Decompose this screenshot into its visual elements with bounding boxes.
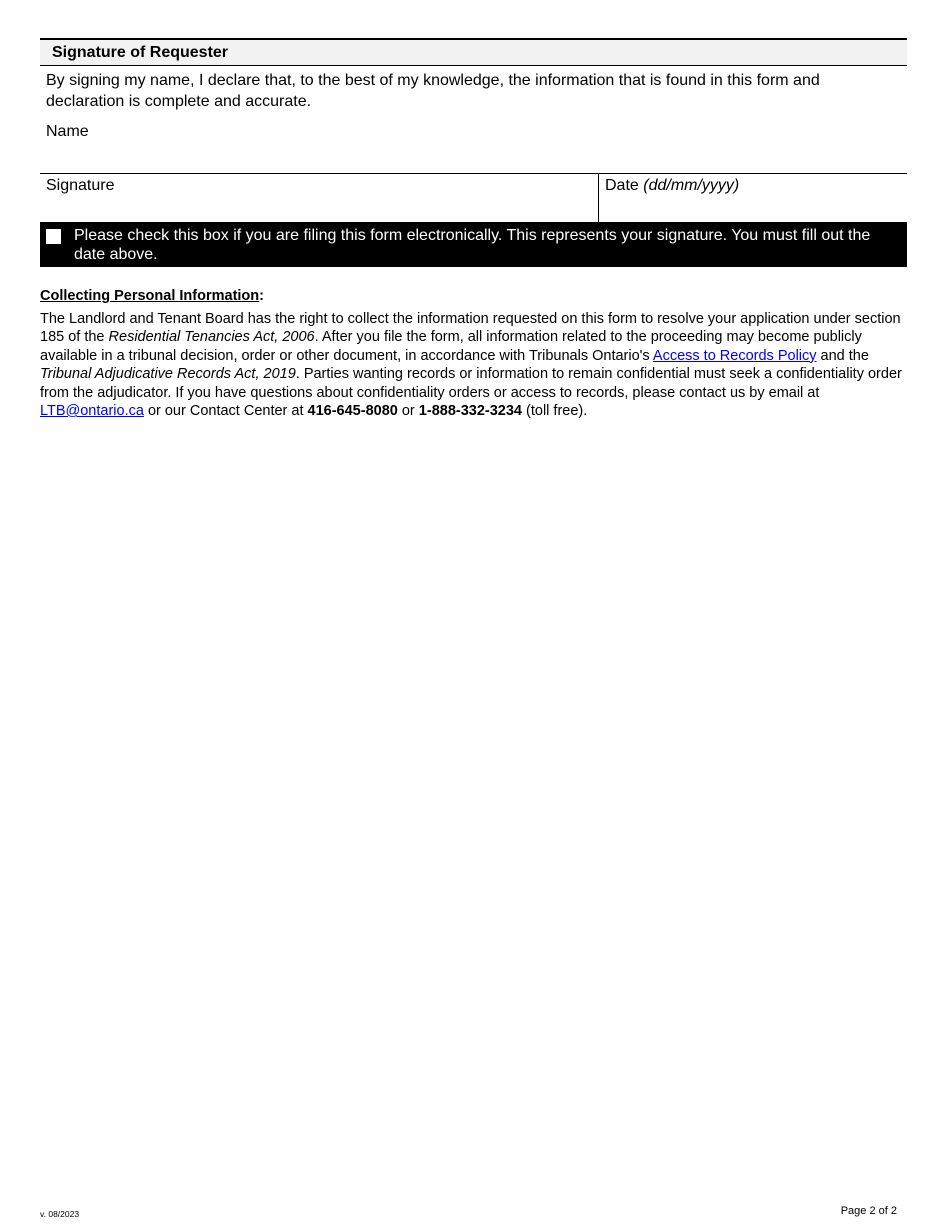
access-to-records-policy-link[interactable]: Access to Records Policy (652, 347, 817, 364)
phone-local: 416-645-8080 (307, 403, 398, 419)
body-text: (toll free). (522, 403, 588, 419)
electronic-filing-text: Please check this box if you are filing this form electronically. This represents your signature. You must fill out the date above. (74, 227, 871, 263)
signature-section (40, 38, 907, 267)
body-text: or (397, 403, 419, 419)
name-label: Name (46, 123, 89, 140)
personal-information-body (40, 310, 908, 421)
section-header: Signature of Requester (40, 38, 907, 66)
personal-information-title-colon: : (259, 288, 264, 304)
electronic-filing-checkbox[interactable] (46, 229, 61, 244)
signature-label: Signature (46, 177, 115, 194)
phone-toll-free: 1-888-332-3234 (418, 403, 522, 419)
personal-information-title-text: Collecting Personal Information (40, 288, 260, 304)
signature-date-row (40, 174, 907, 222)
act-name-rta: Residential Tenancies Act, 2006 (108, 329, 315, 345)
body-text: . Parties wanting records or information to remain confidential must seek a confidentiality order from the adjudicator. If you have questions about confidentiality orders or access to records, please contact us by email at (40, 366, 902, 401)
date-format-hint: (dd/mm/yyyy) (643, 177, 740, 194)
declaration-text: By signing my name, I declare that, to the best of my knowledge, the information that is found in this form and declaration is complete and accurate. (46, 72, 820, 110)
personal-information-notice (40, 287, 908, 421)
email-link[interactable]: LTB@ontario.ca (40, 403, 144, 419)
form-version: v. 08/2023 (40, 1209, 80, 1219)
page-number: Page 2 of 2 (840, 1205, 897, 1217)
personal-information-title (40, 287, 908, 306)
body-text: . After you file the form, all information related to the proceeding may become publicly available in a tribunal decision, order or other document, in accordance with Tribunals Ontario's (40, 329, 862, 364)
name-field[interactable] (40, 114, 907, 174)
body-text: and the (816, 347, 869, 364)
electronic-filing-bar (40, 222, 907, 267)
signature-field[interactable] (40, 174, 599, 222)
date-field[interactable] (599, 174, 907, 222)
body-text: or our Contact Center at (143, 403, 308, 419)
act-name-tara: Tribunal Adjudicative Records Act, 2019 (40, 366, 296, 382)
date-label: Date (605, 177, 639, 194)
body-text: The Landlord and Tenant Board has the right to collect the information requested on this form to resolve your application under section 185 of the (40, 310, 901, 345)
